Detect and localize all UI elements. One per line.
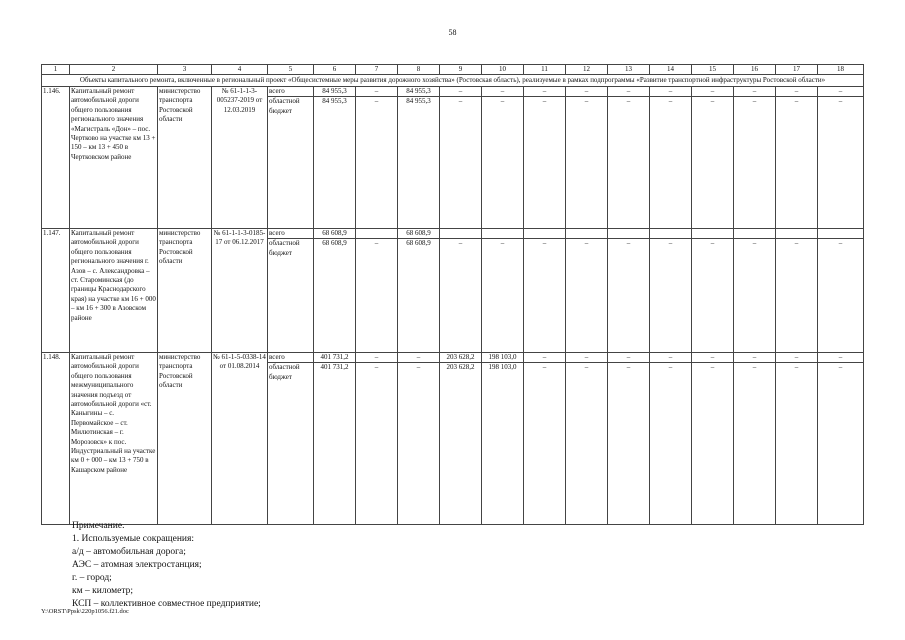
notes-block [72, 520, 261, 611]
table-row [42, 229, 864, 353]
amount: – [776, 353, 817, 363]
value-cell-c9 [440, 87, 482, 229]
amount: – [374, 97, 379, 106]
amount: – [440, 87, 481, 97]
amount: – [794, 239, 799, 248]
value-cell-c8 [398, 229, 440, 353]
amount: 84 955,3 [314, 87, 355, 97]
amount: – [752, 97, 757, 106]
amount: 203 628,2 [446, 363, 475, 372]
value-cell-c14 [650, 229, 692, 353]
amount: – [692, 353, 733, 363]
amount: – [838, 239, 843, 248]
amount: 68 608,9 [398, 229, 439, 239]
amount: 68 608,9 [322, 239, 347, 248]
amount: – [650, 87, 691, 97]
footer-file-path: Y:\ORST\Ppsk\220p1056.f21.doc [41, 608, 129, 615]
column-number: 8 [398, 65, 440, 75]
note-line: КСП – коллективное совместное предприятие; [72, 599, 261, 609]
amount [818, 229, 863, 239]
column-number: 3 [158, 65, 212, 75]
value-cell-c14 [650, 87, 692, 229]
column-number: 7 [356, 65, 398, 75]
value-cell-c11 [524, 229, 566, 353]
row-number: 1.146. [42, 87, 70, 229]
amount [734, 229, 775, 239]
value-cell-c15 [692, 353, 734, 525]
value-cell-c12 [566, 229, 608, 353]
note-line: км – километр; [72, 586, 134, 596]
amount: – [734, 87, 775, 97]
column-number: 6 [314, 65, 356, 75]
column-number: 14 [650, 65, 692, 75]
value-cell-c18 [818, 229, 864, 353]
amount: – [794, 363, 799, 372]
amount: – [584, 363, 589, 372]
amount: – [752, 239, 757, 248]
value-cell-c8 [398, 353, 440, 525]
amount: – [668, 97, 673, 106]
amount: – [608, 87, 649, 97]
value-cell-c16 [734, 229, 776, 353]
column-number: 16 [734, 65, 776, 75]
value-cell-c7 [356, 87, 398, 229]
amount [482, 229, 523, 239]
column-number: 9 [440, 65, 482, 75]
amount: – [458, 97, 463, 106]
agreement-number: № 61-1-5-0338-14 от 01.08.2014 [212, 353, 268, 525]
column-number: 4 [212, 65, 268, 75]
note-line: г. – город; [72, 573, 112, 583]
amount: – [818, 87, 863, 97]
amount: 401 731,2 [314, 353, 355, 363]
amount [440, 229, 481, 239]
amount: – [608, 353, 649, 363]
budget-table [41, 64, 864, 525]
value-cell-c9 [440, 353, 482, 525]
amount: – [710, 363, 715, 372]
table-row [42, 87, 864, 229]
amount: – [584, 239, 589, 248]
customer-name: министерство транспорта Ростовской области [158, 87, 212, 229]
object-name: Капитальный ремонт автомобильной дороги общего пользования регионального значения г. Азов – с. Александровка – ст. Староминская (до границы Краснодарского края) на участке км 16 + 000 – км 16 + 300 в Азовском районе [70, 229, 158, 353]
amount [776, 229, 817, 239]
value-cell-c14 [650, 353, 692, 525]
note-line: а/д – автомобильная дорога; [72, 547, 186, 557]
value-cell-c17 [776, 229, 818, 353]
value-cell-c6 [314, 229, 356, 353]
page-number: 58 [448, 28, 457, 37]
object-name: Капитальный ремонт автомобильной дороги общего пользования регионального значения «Магистраль «Дон» – пос. Чертково на участке км 13 + 150 – км 13 + 450 в Чертковском районе [70, 87, 158, 229]
customer-name: министерство транспорта Ростовской области [158, 353, 212, 525]
value-cell-c13 [608, 353, 650, 525]
value-cell-c12 [566, 87, 608, 229]
amount: – [650, 353, 691, 363]
amount: – [752, 363, 757, 372]
value-cell-c10 [482, 229, 524, 353]
amount: – [692, 87, 733, 97]
amount: 84 955,3 [406, 97, 431, 106]
value-cell-c11 [524, 87, 566, 229]
funding-source-cell [268, 353, 314, 525]
value-cell-c18 [818, 353, 864, 525]
row-number: 1.148. [42, 353, 70, 525]
agreement-number: № 61-1-1-3-005237-2019 от 12.03.2019 [212, 87, 268, 229]
amount: – [710, 97, 715, 106]
amount: – [838, 97, 843, 106]
amount [650, 229, 691, 239]
amount [524, 229, 565, 239]
amount: – [374, 363, 379, 372]
amount: – [398, 353, 439, 363]
amount: – [566, 353, 607, 363]
amount: 198 103,0 [488, 363, 517, 372]
amount: – [542, 363, 547, 372]
value-cell-c9 [440, 229, 482, 353]
amount: – [838, 363, 843, 372]
column-number: 1 [42, 65, 70, 75]
amount: – [542, 97, 547, 106]
funding-source: областной бюджет [269, 239, 300, 257]
column-number: 5 [268, 65, 314, 75]
funding-source: областной бюджет [269, 363, 300, 381]
amount: 401 731,2 [320, 363, 349, 372]
customer-name: министерство транспорта Ростовской области [158, 229, 212, 353]
column-number: 17 [776, 65, 818, 75]
value-cell-c17 [776, 353, 818, 525]
funding-source-cell [268, 229, 314, 353]
section-title-row [42, 75, 864, 87]
column-number: 15 [692, 65, 734, 75]
amount [566, 229, 607, 239]
amount [692, 229, 733, 239]
note-line: АЭС – атомная электростанция; [72, 560, 202, 570]
amount: – [626, 97, 631, 106]
note-line: 1. Используемые сокращения: [72, 534, 194, 544]
funding-source: всего [268, 229, 313, 239]
amount: – [458, 239, 463, 248]
amount: 68 608,9 [406, 239, 431, 248]
amount: – [482, 87, 523, 97]
value-cell-c7 [356, 353, 398, 525]
value-cell-c17 [776, 87, 818, 229]
value-cell-c16 [734, 87, 776, 229]
amount: – [584, 97, 589, 106]
column-number: 18 [818, 65, 864, 75]
object-name: Капитальный ремонт автомобильной дороги общего пользования межмуниципального значения подъезд от автомобильной дороги «ст. Каныгины – с. Первомайское – ст. Милютинская – г. Морозовск» к пос. Индустриальный на участке км 0 + 000 – км 13 + 750 в Кашарском районе [70, 353, 158, 525]
amount: – [668, 239, 673, 248]
amount: 68 608,9 [314, 229, 355, 239]
value-cell-c15 [692, 229, 734, 353]
value-cell-c7 [356, 229, 398, 353]
funding-source-cell [268, 87, 314, 229]
note-line: Примечание. [72, 521, 125, 531]
column-number: 2 [70, 65, 158, 75]
amount: – [416, 363, 421, 372]
amount: – [776, 87, 817, 97]
section-title: Объекты капитального ремонта, включенные в региональный проект «Общесистемные меры развития дорожного хозяйства» (Ростовская область), реализуемые в рамках подпрограммы «Развитие транспортной инфраструктуры Ростовской области» [42, 75, 864, 87]
column-number: 11 [524, 65, 566, 75]
column-number: 12 [566, 65, 608, 75]
agreement-number: № 61-1-1-3-0185-17 от 06.12.2017 [212, 229, 268, 353]
table-row [42, 353, 864, 525]
amount: – [500, 239, 505, 248]
value-cell-c10 [482, 87, 524, 229]
amount: – [734, 353, 775, 363]
amount: – [794, 97, 799, 106]
row-number: 1.147. [42, 229, 70, 353]
amount: – [356, 87, 397, 97]
value-cell-c8 [398, 87, 440, 229]
value-cell-c11 [524, 353, 566, 525]
amount: – [374, 239, 379, 248]
amount [608, 229, 649, 239]
amount: – [566, 87, 607, 97]
value-cell-c15 [692, 87, 734, 229]
amount: – [818, 353, 863, 363]
amount: – [500, 97, 505, 106]
amount: – [356, 353, 397, 363]
value-cell-c12 [566, 353, 608, 525]
funding-source: всего [268, 353, 313, 363]
value-cell-c6 [314, 353, 356, 525]
amount: 84 955,3 [398, 87, 439, 97]
amount: – [710, 239, 715, 248]
amount: 198 103,0 [482, 353, 523, 363]
amount: – [668, 363, 673, 372]
column-number: 13 [608, 65, 650, 75]
amount [356, 229, 397, 239]
value-cell-c18 [818, 87, 864, 229]
amount: – [626, 363, 631, 372]
value-cell-c16 [734, 353, 776, 525]
column-number: 10 [482, 65, 524, 75]
amount: – [524, 353, 565, 363]
amount: – [542, 239, 547, 248]
amount: 84 955,3 [322, 97, 347, 106]
amount: – [524, 87, 565, 97]
funding-source: всего [268, 87, 313, 97]
amount: 203 628,2 [440, 353, 481, 363]
value-cell-c6 [314, 87, 356, 229]
column-number-row [42, 65, 864, 75]
value-cell-c13 [608, 229, 650, 353]
funding-source: областной бюджет [269, 97, 300, 115]
value-cell-c10 [482, 353, 524, 525]
amount: – [626, 239, 631, 248]
value-cell-c13 [608, 87, 650, 229]
